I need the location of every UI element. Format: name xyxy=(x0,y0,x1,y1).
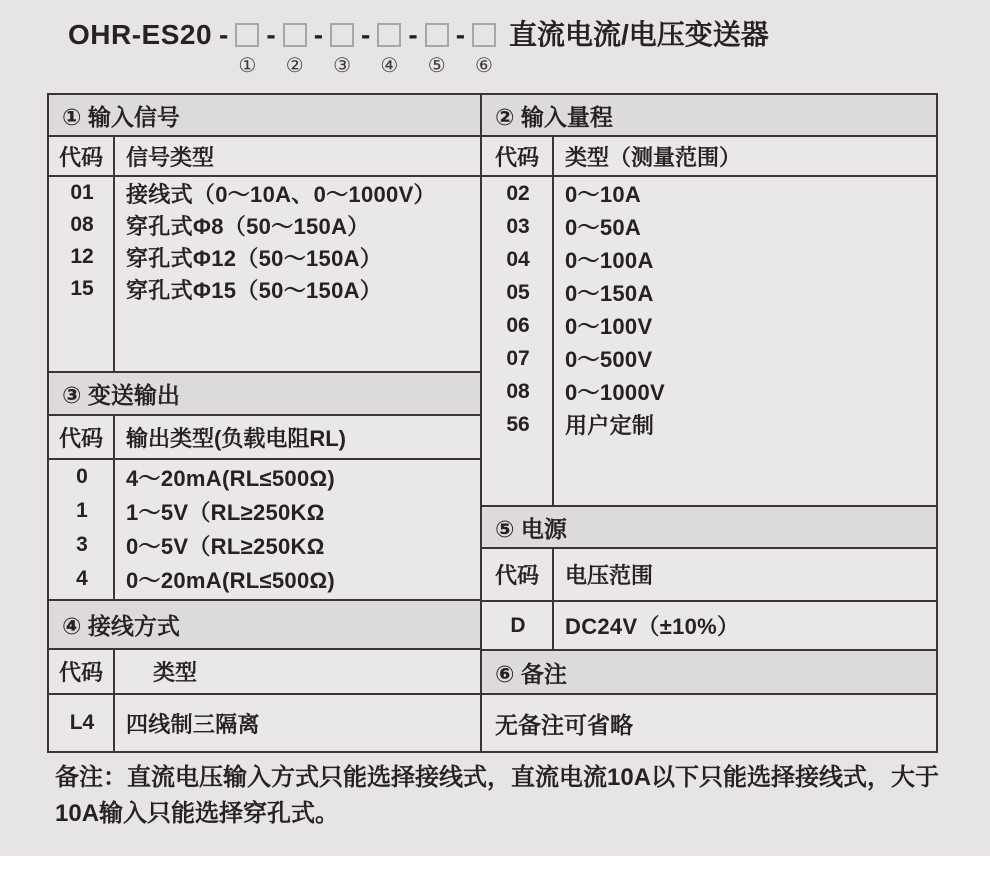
row-code: D xyxy=(510,613,526,637)
row-code: 01 xyxy=(70,181,94,204)
dash-separator: - xyxy=(408,19,418,50)
footer-note-line-2: 10A输入只能选择穿孔式。 xyxy=(55,800,340,827)
code-column-header: 代码 xyxy=(49,650,115,693)
table-row xyxy=(482,342,936,375)
table-right-column xyxy=(482,95,936,751)
circled-number-2: ② xyxy=(285,53,304,77)
row-code: 03 xyxy=(506,214,530,238)
placeholder-box-icon xyxy=(377,23,401,47)
remark-row: 无备注可省略 xyxy=(495,711,633,738)
type-column-header: 类型 xyxy=(153,660,198,685)
section-5-body xyxy=(482,602,936,651)
row-code: 12 xyxy=(70,245,94,268)
dash-separator: - xyxy=(313,19,324,50)
section-2-header: ② 输入量程 xyxy=(482,95,936,137)
ordering-selection-table xyxy=(47,93,938,753)
section-1-column-header xyxy=(49,137,480,177)
footer-note-line-1: 备注：直流电压输入方式只能选择接线式，直流电流10A以下只能选择接线式，大于 xyxy=(55,764,940,791)
section-4-column-header xyxy=(49,650,480,695)
section-1-header: ① 输入信号 xyxy=(49,95,480,137)
row-label: 穿孔式Φ8（50～150A） xyxy=(126,213,370,239)
code-column-header: 代码 xyxy=(49,137,115,175)
dash-separator: - xyxy=(455,19,466,50)
row-code: 08 xyxy=(506,379,530,403)
circled-number-4: ④ xyxy=(380,53,399,77)
code-column-header: 代码 xyxy=(49,416,115,458)
row-code: 08 xyxy=(70,213,94,236)
row-label: 0～150A xyxy=(565,281,654,306)
section-2-body xyxy=(482,177,936,507)
row-code: L4 xyxy=(69,711,95,734)
code-slot-5 xyxy=(425,17,449,76)
row-label: 0～5V（RL≥250KΩ xyxy=(126,533,325,559)
section-6-body xyxy=(482,695,936,751)
row-label: 用户定制 xyxy=(565,413,655,438)
row-code: 02 xyxy=(506,181,530,205)
section-3-header: ③ 变送输出 xyxy=(49,373,480,416)
row-label: 穿孔式Φ15（50～150A） xyxy=(126,277,383,303)
type-column-header: 信号类型 xyxy=(126,144,215,170)
placeholder-box-icon xyxy=(425,23,449,47)
type-column-header: 电压范围 xyxy=(565,563,654,588)
type-column-header: 输出类型(负载电阻RL) xyxy=(126,425,346,451)
dash-separator: - xyxy=(361,19,371,50)
column-divider xyxy=(113,177,115,371)
code-slot-4 xyxy=(377,17,401,76)
row-code: 05 xyxy=(506,280,530,304)
dash-separator: - xyxy=(219,19,229,50)
section-6-header: ⑥ 备注 xyxy=(482,651,936,695)
row-code: 06 xyxy=(506,313,530,337)
circled-number-6: ⑥ xyxy=(475,53,493,77)
table-row xyxy=(482,602,936,649)
row-label: 0～1000V xyxy=(565,380,665,405)
dash-separator: - xyxy=(266,19,276,50)
row-label: 接线式（0～10A、0～1000V） xyxy=(126,181,436,207)
row-code: 1 xyxy=(76,499,88,522)
section-4-header: ④ 接线方式 xyxy=(49,601,480,650)
row-label: 0～100V xyxy=(565,314,653,339)
row-code: 0 xyxy=(76,465,88,488)
row-code: 04 xyxy=(506,247,530,271)
row-label: 四线制三隔离 xyxy=(126,711,260,737)
row-code: 4 xyxy=(76,567,88,590)
column-divider xyxy=(552,602,554,649)
row-label: 0～50A xyxy=(565,215,642,240)
type-column-header: 类型（测量范围） xyxy=(565,144,742,170)
table-row xyxy=(482,210,936,243)
section-4-body xyxy=(49,695,480,751)
code-slot-3 xyxy=(330,17,354,76)
column-divider xyxy=(113,695,115,751)
circled-number-5: ⑤ xyxy=(427,53,446,77)
ordering-code-title xyxy=(68,17,769,76)
code-slot-2 xyxy=(283,17,307,76)
section-5-column-header xyxy=(482,549,936,602)
placeholder-box-icon xyxy=(235,23,259,47)
row-code: 15 xyxy=(70,277,94,300)
placeholder-box-icon xyxy=(330,23,354,47)
section-2-column-header xyxy=(482,137,936,177)
page-bottom-strip xyxy=(0,856,990,869)
circled-number-3: ③ xyxy=(333,53,351,77)
row-label: 4～20mA(RL≤500Ω) xyxy=(126,465,336,491)
column-divider xyxy=(552,177,554,505)
table-left-column xyxy=(49,95,482,751)
table-row xyxy=(482,375,936,408)
placeholder-box-icon xyxy=(472,23,496,47)
code-column-header: 代码 xyxy=(482,137,554,175)
row-label: DC24V（±10%） xyxy=(565,614,740,639)
row-label: 0～100A xyxy=(565,248,654,273)
row-label: 1～5V（RL≥250KΩ xyxy=(126,499,325,525)
section-3-column-header xyxy=(49,416,480,460)
section-1-body xyxy=(49,177,480,373)
footer-note xyxy=(55,760,943,832)
section-3-body xyxy=(49,460,480,601)
table-row xyxy=(482,408,936,441)
table-row xyxy=(482,177,936,210)
code-column-header: 代码 xyxy=(482,549,554,600)
row-label: 穿孔式Φ12（50～150A） xyxy=(126,245,383,271)
code-slot-6 xyxy=(472,17,496,76)
model-prefix: OHR-ES20 xyxy=(68,19,213,50)
product-name: 直流电流/电压变送器 xyxy=(509,19,769,50)
section-5-header: ⑤ 电源 xyxy=(482,507,936,549)
circled-number-1: ① xyxy=(238,53,257,77)
table-row xyxy=(482,276,936,309)
code-slot-1 xyxy=(235,17,259,76)
row-label: 0～10A xyxy=(565,182,642,207)
row-code: 07 xyxy=(506,346,530,370)
row-code: 3 xyxy=(76,533,88,556)
row-label: 0～20mA(RL≤500Ω) xyxy=(126,567,336,593)
row-code: 56 xyxy=(506,412,530,436)
column-divider xyxy=(113,460,115,599)
table-row xyxy=(482,309,936,342)
row-label: 0～500V xyxy=(565,347,653,372)
table-row xyxy=(482,243,936,276)
placeholder-box-icon xyxy=(283,23,307,47)
